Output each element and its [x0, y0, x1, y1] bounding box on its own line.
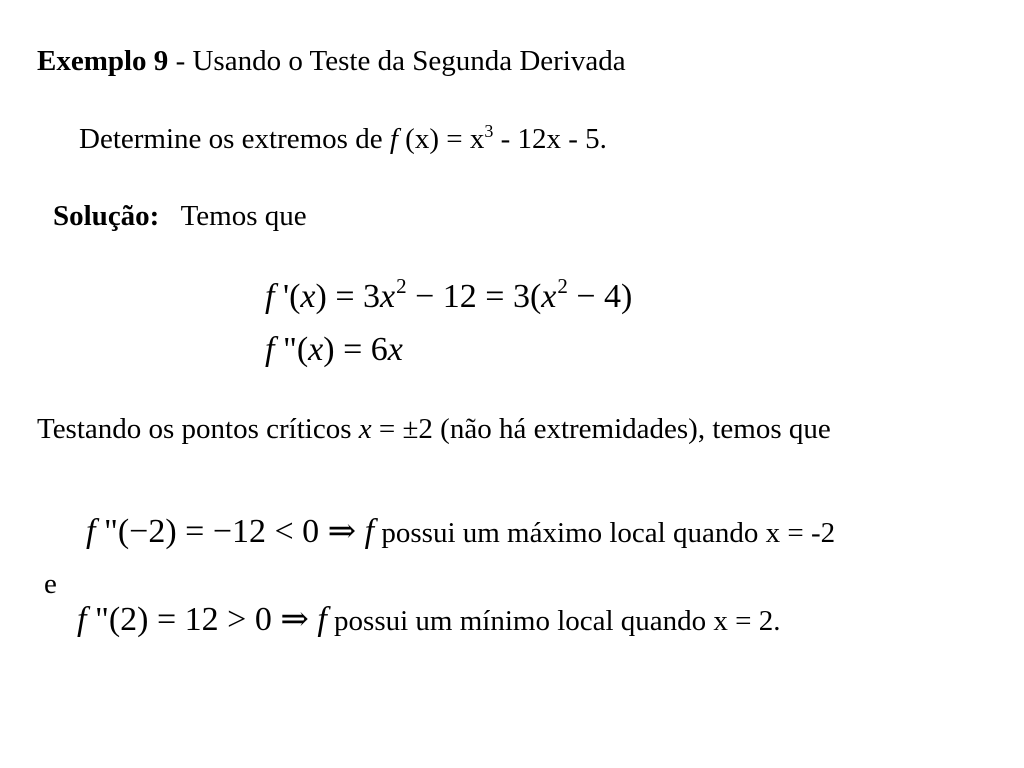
function-symbol: f	[317, 601, 327, 638]
critical-prefix: Testando os pontos críticos	[37, 413, 359, 445]
test2-conclusion: possui um mínimo local quando x = 2.	[326, 605, 781, 637]
connector-e: e	[44, 568, 57, 600]
solution-label: Solução:	[53, 200, 160, 232]
problem-prefix: Determine os extremos de	[79, 123, 390, 155]
title-text: - Usando o Teste da Segunda Derivada	[168, 45, 626, 77]
var-x: x	[541, 278, 557, 315]
problem-statement	[79, 121, 607, 155]
test2-expression: "(2) = 12 > 0 ⇒	[86, 601, 318, 638]
critical-points-text	[37, 415, 831, 444]
slide-title	[37, 47, 626, 76]
eq1-part-d: − 4)	[567, 278, 633, 315]
exponent: 2	[557, 274, 568, 298]
first-derivative-equation	[265, 274, 633, 315]
var-x: x	[308, 331, 324, 368]
eq1-part-a: '(	[274, 278, 301, 315]
var-x: x	[300, 278, 316, 315]
test1-expression: "(−2) = −12 < 0 ⇒	[95, 513, 365, 550]
function-symbol: f	[364, 513, 375, 550]
critical-expr: = ±2	[371, 413, 433, 445]
function-symbol: f	[389, 123, 398, 155]
exponent: 2	[396, 274, 407, 298]
var-x: x	[380, 278, 396, 315]
function-symbol: f	[265, 331, 275, 368]
eq1-part-c: − 12 = 3(	[406, 278, 542, 315]
second-derivative-equation	[265, 333, 403, 367]
var-x: x	[387, 331, 403, 368]
eq1-part-b: ) = 3	[315, 278, 380, 315]
problem-suffix: - 12x - 5.	[493, 123, 607, 155]
problem-mid: (x) = x	[397, 123, 485, 155]
function-symbol: f	[265, 278, 275, 315]
maximum-test	[86, 515, 835, 549]
critical-suffix: (não há extremidades), temos que	[432, 413, 831, 445]
exponent: 3	[484, 121, 494, 141]
solution-intro	[53, 202, 307, 231]
test1-conclusion: possui um máximo local quando x = -2	[374, 517, 836, 549]
function-symbol: f	[77, 601, 87, 638]
var-x: x	[358, 413, 372, 445]
example-label: Exemplo 9	[37, 45, 169, 77]
solution-text: Temos que	[180, 200, 307, 232]
eq2-part-b: ) = 6	[323, 331, 388, 368]
eq2-part-a: "(	[274, 331, 309, 368]
function-symbol: f	[86, 513, 96, 550]
minimum-test	[77, 603, 781, 637]
